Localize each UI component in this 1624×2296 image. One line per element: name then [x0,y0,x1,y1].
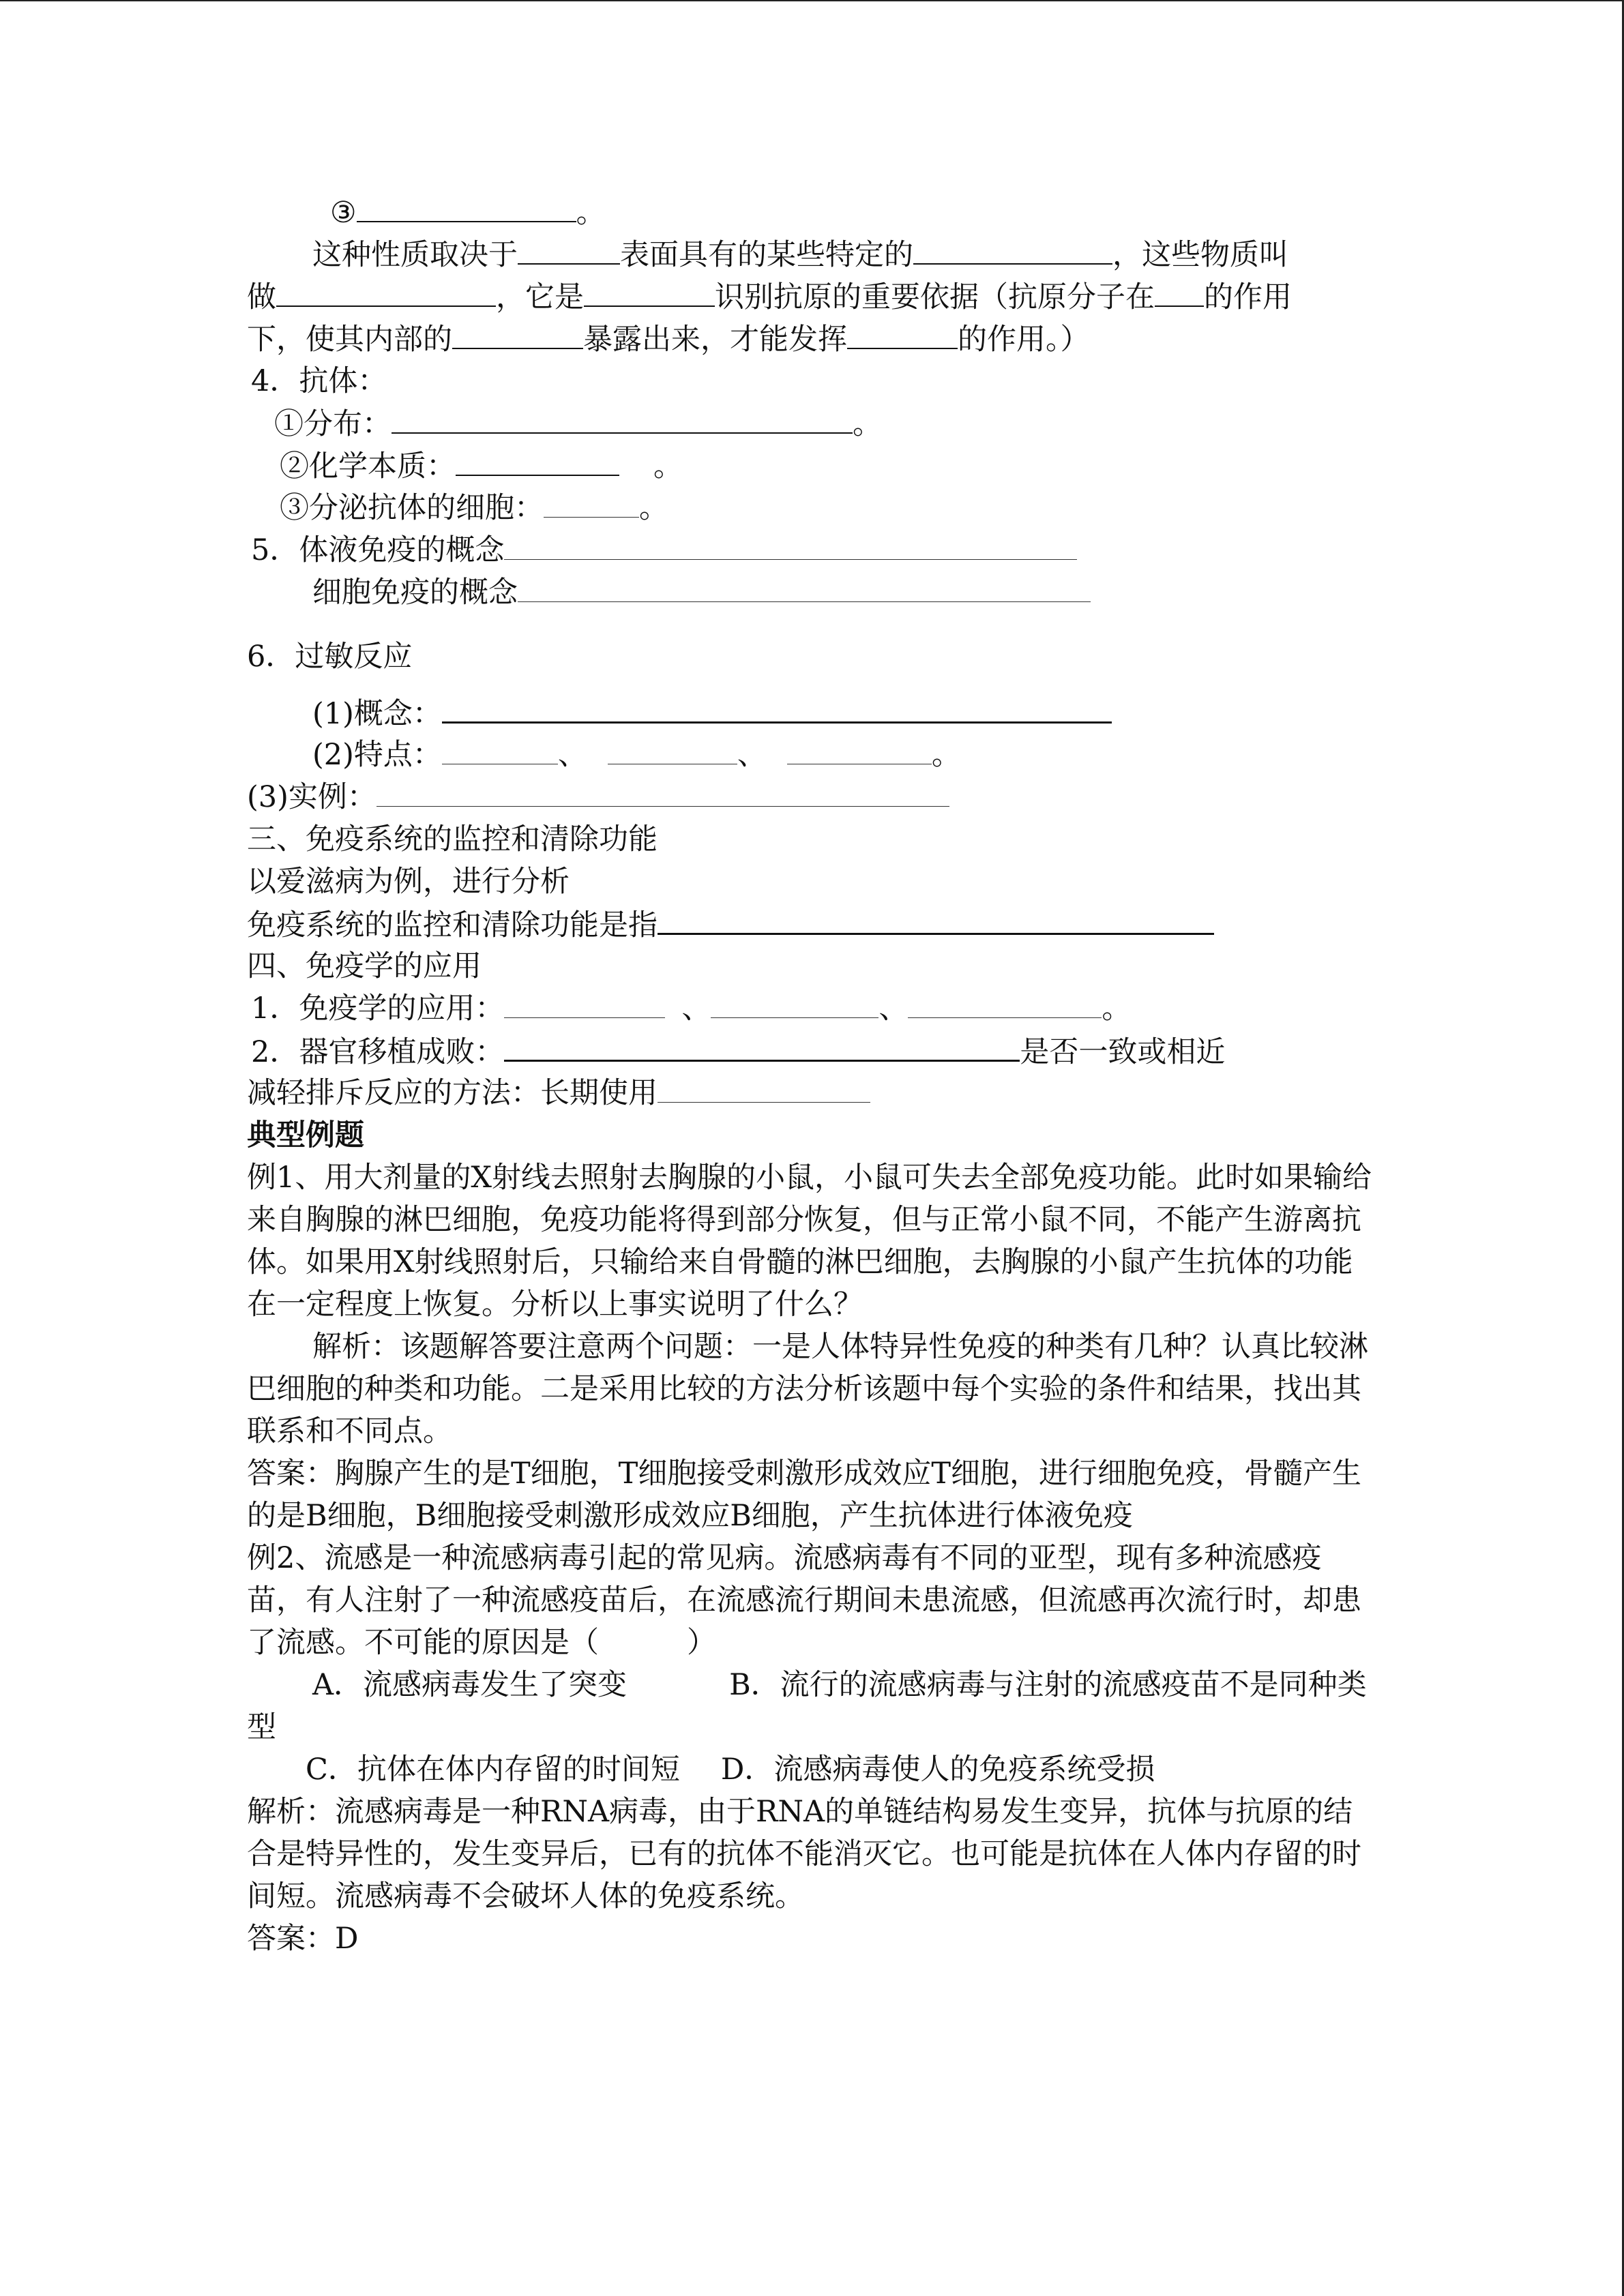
line-property [247,233,1379,275]
blank [442,734,558,764]
text: 2．器官移植成败： [251,1035,505,1069]
blank [392,402,853,434]
text: 免疫系统的监控和清除功能是指 [247,908,658,942]
text: 的作用 [1204,280,1292,314]
text: 识别抗原的重要依据（抗原分子在 [715,280,1155,314]
text: 解析：流感病毒是一种RNA病毒，由于RNA的单链结构易发生变异，抗体与抗原的结合是特异性的，发生变异后，已有的抗体不能消灭它。也可能是抗体在人体内存留的时间短。流感病毒不会破坏人体的免疫系统。 [247,1795,1361,1913]
allergy-concept [247,691,1379,734]
antibody-distribution [247,402,1379,445]
document-body [247,191,1379,1960]
blank [518,571,1091,602]
text: ，这些物质叫 [1112,238,1288,272]
text: 是否一致或相近 [1020,1035,1226,1069]
blank [908,987,1102,1018]
line-property-2 [247,275,1379,318]
text: 例2、流感是一种流感病毒引起的常见病。流感病毒有不同的亚型，现有多种流感疫苗，有人注射了一种流感疫苗后，在流感流行期间未患流感，但流感再次流行时，却患了流感。不可能的原因是（ ） [247,1541,1361,1660]
text: 下，使其内部的 [247,323,452,357]
reduce-rejection [247,1072,1379,1114]
section-5-cellular [247,571,1379,614]
text: 这种性质取决于 [312,238,518,272]
text: 、 [681,992,711,1026]
blank [544,487,639,518]
text: 1．免疫学的应用： [251,992,505,1026]
text: (3)实例： [247,780,377,814]
blank [518,233,620,265]
text: 。 [653,449,683,483]
blank [913,233,1112,265]
immunology-applications [247,987,1379,1030]
blank [711,987,879,1018]
text: 5．体液免疫的概念 [251,533,505,567]
text: 。 [853,407,882,441]
text: 。 [931,738,961,772]
example-2-question [247,1537,1379,1664]
text: 6．过敏反应 [247,640,413,674]
text: 4．抗体： [251,364,387,398]
text: 四、免疫学的应用 [247,949,482,983]
section-5-humoral [247,529,1379,571]
antibody-nature [247,445,1379,487]
text: 减轻排斥反应的方法：长期使用 [247,1076,658,1110]
text: 、 [557,738,587,772]
blank [504,1030,1020,1062]
blank [276,275,496,307]
text: 例1、用大剂量的X射线去照射去胸腺的小鼠，小鼠可失去全部免疫功能。此时如果输给来自胸腺的淋巴细胞，免疫功能将得到部分恢复，但与正常小鼠不同，不能产生游离抗体。如果用X射线照射后，只输给来自骨髓的淋巴细胞，去胸腺的小鼠产生抗体的功能在一定程度上恢复。分析以上事实说明了什么？ [247,1161,1372,1322]
text: 答案：胸腺产生的是T细胞，T细胞接受刺激形成效应T细胞，进行细胞免疫，骨髓产生的是B细胞，B细胞接受刺激形成效应B细胞，产生抗体进行体液免疫 [247,1457,1362,1533]
text: ①分布： [274,407,392,441]
text: 细胞免疫的概念 [312,576,518,610]
item-number: ③ [330,196,357,230]
antibody-cells [247,487,1379,529]
blank [1155,275,1204,307]
example-2-options-ab [247,1664,1379,1748]
example-2-answer [247,1918,1379,1960]
text: 三、免疫系统的监控和清除功能 [247,822,658,856]
text: 、 [737,738,767,772]
option-d: D．流感病毒使人的免疫系统受损 [720,1753,1155,1787]
text: (2)特点： [312,738,442,772]
option-b: B．流行的流感病毒与注射的流感疫苗不是同种类型 [247,1668,1367,1744]
blank [658,903,1214,935]
heading-4 [247,945,1379,987]
page-top-border [0,0,1623,1]
text: 解析：该题解答要注意两个问题：一是人体特异性免疫的种类有几种？认真比较淋巴细胞的种类和功能。二是采用比较的方法分析该题中每个实验的条件和结果，找出其联系和不同点。 [247,1330,1368,1448]
blank [456,445,619,476]
text: 、 [879,992,909,1026]
example-2-options-cd [247,1748,1379,1791]
text: 答案：D [247,1922,359,1956]
blank [377,776,949,807]
text: 表面具有的某些特定的 [620,238,913,272]
heading-3-sub [247,861,1379,903]
blank [442,691,1112,724]
text: 。 [639,491,668,525]
heading-3-definition [247,903,1379,945]
example-2-analysis [247,1791,1379,1918]
heading-3 [247,818,1379,861]
text: 。 [576,196,606,230]
section-6-title [247,636,1379,678]
text: ③分泌抗体的细胞： [280,491,544,525]
section-4-title [247,360,1379,402]
option-a: A．流感病毒发生了突变 [312,1668,628,1702]
allergy-features [247,734,1379,776]
blank [787,734,932,764]
text: 的作用。） [958,323,1090,357]
text: 以爱滋病为例，进行分析 [247,865,570,899]
blank [584,275,715,307]
text: 暴露出来，才能发挥 [583,323,847,357]
organ-transplant [247,1030,1379,1072]
text: ②化学本质： [280,449,456,483]
blank [357,191,576,222]
option-c: C．抗体在体内存留的时间短 [306,1753,680,1787]
blank [504,529,1077,560]
blank [608,734,737,764]
text: 做 [247,280,276,314]
blank [504,987,665,1018]
allergy-example [247,776,1379,818]
blank [658,1072,870,1103]
examples-heading [247,1114,1379,1157]
line-property-3 [247,318,1379,360]
blank [847,318,958,349]
line-item-3 [247,191,1379,233]
text: ，它是 [496,280,584,314]
blank [452,318,583,349]
example-1-answer [247,1452,1379,1537]
text: 。 [1102,992,1132,1026]
example-1-question [247,1157,1379,1326]
text: 典型例题 [247,1118,364,1152]
example-1-analysis [247,1326,1379,1452]
text: (1)概念： [312,697,442,731]
